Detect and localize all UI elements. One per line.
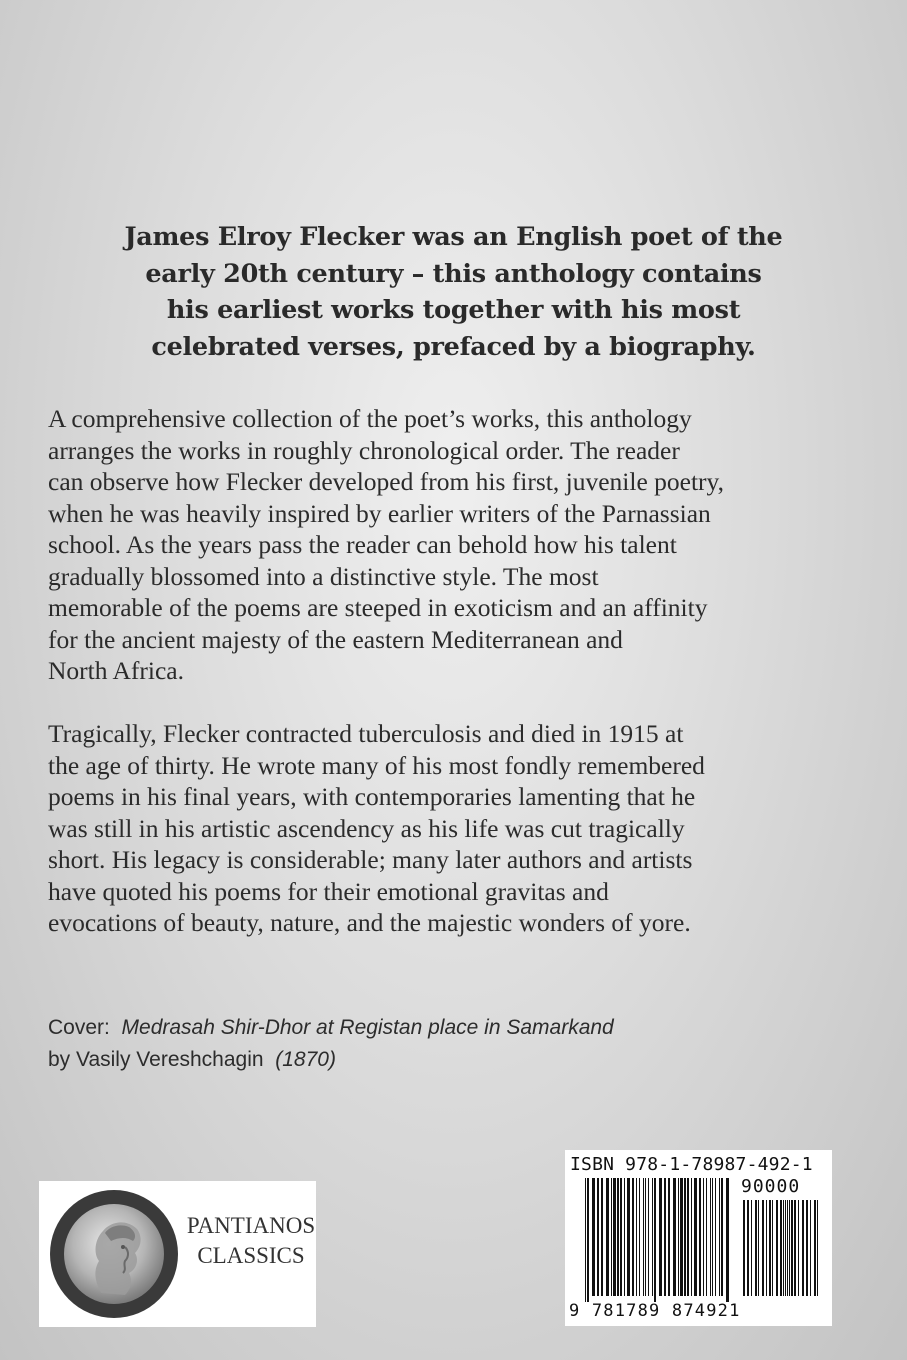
- barcode-bar: [810, 1200, 811, 1296]
- barcode-bar: [710, 1178, 711, 1296]
- paragraph-line: poems in his final years, with contemporaries lamenting that he: [48, 782, 696, 811]
- cover-year: (1870): [275, 1048, 336, 1071]
- barcode-bar: [719, 1178, 720, 1296]
- barcode-bar: [673, 1178, 676, 1296]
- paragraph-line: Tragically, Flecker contracted tuberculosis and died in 1915 at: [48, 719, 684, 748]
- barcode-bar: [787, 1200, 788, 1296]
- paragraph-line: memorable of the poems are steeped in exoticism and an affinity: [48, 593, 708, 622]
- barcode-bar: [639, 1178, 640, 1296]
- barcode-bar: [794, 1200, 796, 1296]
- barcode-bar: [776, 1200, 778, 1296]
- description-paragraph-1: [48, 403, 724, 687]
- barcode-bar: [758, 1200, 759, 1296]
- barcode-bar: [802, 1200, 804, 1296]
- paragraph-line: can observe how Flecker developed from his first, juvenile poetry,: [48, 467, 725, 496]
- barcode-bar: [601, 1178, 603, 1296]
- price-code: 90000: [741, 1176, 801, 1197]
- publisher-logo: [39, 1181, 316, 1327]
- barcode-bar: [706, 1178, 707, 1296]
- barcode-bar: [791, 1200, 793, 1296]
- barcode-bar: [643, 1178, 644, 1296]
- barcode-bar: [664, 1178, 666, 1296]
- barcode-bar: [684, 1178, 686, 1296]
- paragraph-line: the age of thirty. He wrote many of his most fondly remembered: [48, 750, 705, 780]
- paragraph-line: have quoted his poems for their emotional gravitas and: [48, 876, 609, 906]
- barcode-bar: [780, 1200, 782, 1296]
- barcode-bar: [691, 1178, 692, 1296]
- barcode-bar: [592, 1178, 595, 1296]
- barcode-bar: [751, 1200, 752, 1296]
- barcode-bar: [611, 1178, 612, 1296]
- blurb-line: James Elroy Flecker was an English poet of the: [124, 222, 783, 252]
- barcode-bar: [652, 1178, 653, 1296]
- cover-painting-title: Medrasah Shir-Dhor at Registan place in Samarkand: [121, 1016, 614, 1039]
- cover-credit-prefix: Cover:: [48, 1016, 110, 1039]
- barcode-bar: [785, 1200, 786, 1296]
- paragraph-line: A comprehensive collection of the poet’s works, this anthology: [48, 404, 692, 433]
- barcode-bar: [678, 1178, 679, 1296]
- blurb-line: his earliest works together with his most: [166, 295, 741, 325]
- barcode-bar: [624, 1178, 625, 1296]
- barcode-bar: [668, 1178, 670, 1296]
- barcode-bar: [648, 1178, 649, 1296]
- barcode-bar: [645, 1178, 646, 1296]
- barcode-bar: [789, 1200, 790, 1296]
- paragraph-line: school. As the years pass the reader can behold how his talent: [48, 530, 677, 559]
- barcode-bar: [703, 1178, 704, 1296]
- publisher-name-line1: PANTIANOS: [186, 1213, 316, 1238]
- barcode-bar: [726, 1178, 729, 1302]
- blurb: [70, 219, 837, 365]
- paragraph-line: gradually blossomed into a distinctive style. The most: [48, 561, 599, 591]
- paragraph-line: for the ancient majesty of the eastern Mediterranean and: [48, 624, 623, 654]
- barcode-bar: [632, 1178, 634, 1296]
- blurb-line: celebrated verses, prefaced by a biography.: [151, 331, 756, 362]
- paragraph-line: arranges the works in roughly chronological order. The reader: [48, 435, 680, 465]
- paragraph-line: evocations of beauty, nature, and the majestic wonders of yore.: [48, 908, 691, 937]
- paragraph-line: when he was heavily inspired by earlier writers of the Parnassian: [48, 498, 711, 528]
- cover-artist-name: by Vasily Vereshchagin: [48, 1048, 264, 1071]
- barcode-bar: [755, 1200, 757, 1296]
- barcode-bar: [715, 1178, 716, 1296]
- barcode-bar: [627, 1178, 630, 1296]
- barcode-bar: [783, 1200, 784, 1296]
- barcode-bar: [687, 1178, 689, 1296]
- cover-artist: [48, 1044, 336, 1076]
- barcode-bar: [636, 1178, 637, 1296]
- paragraph-line: was still in his artistic ascendency as his life was cut tragically: [48, 813, 685, 843]
- barcode-bar: [613, 1178, 616, 1296]
- blurb-line: early 20th century – this anthology contains: [145, 258, 762, 289]
- barcode-bar: [620, 1178, 622, 1296]
- isbn-barcode: [565, 1150, 832, 1326]
- barcode-bar: [769, 1200, 771, 1296]
- publisher-name-line2: CLASSICS: [197, 1243, 305, 1268]
- barcode-bar: [806, 1200, 808, 1296]
- barcode-bar: [772, 1200, 773, 1296]
- barcode-bar: [694, 1178, 697, 1296]
- barcode-bar: [798, 1200, 799, 1296]
- barcode-bar: [766, 1200, 767, 1296]
- isbn-label: ISBN 978-1-78987-492-1: [570, 1154, 813, 1175]
- barcode-bar: [814, 1200, 816, 1296]
- barcode-bar: [712, 1178, 713, 1296]
- barcode-bar: [721, 1178, 723, 1296]
- barcode-bar: [587, 1178, 589, 1302]
- barcode-bar: [817, 1200, 818, 1296]
- cover-credit: [48, 1012, 614, 1044]
- barcode-bar: [617, 1178, 619, 1296]
- barcode-bar: [680, 1178, 683, 1296]
- publisher-name: [186, 1182, 316, 1271]
- barcode-bar: [747, 1200, 749, 1296]
- barcode-bar: [585, 1178, 586, 1302]
- barcode-bar: [606, 1178, 609, 1296]
- barcode-bar: [762, 1200, 764, 1296]
- coin-portrait-icon: [49, 1189, 179, 1319]
- barcode-bar: [699, 1178, 701, 1296]
- paragraph-line: North Africa.: [48, 656, 184, 685]
- barcode-bar: [597, 1178, 599, 1296]
- barcode-bar: [743, 1200, 745, 1296]
- paragraph-line: short. His legacy is considerable; many later authors and artists: [48, 845, 693, 874]
- barcode-digits: 9 781789 874921: [569, 1301, 741, 1321]
- barcode-bar: [654, 1178, 656, 1302]
- description-paragraph-2: [48, 718, 705, 939]
- barcode-bar: [659, 1178, 662, 1296]
